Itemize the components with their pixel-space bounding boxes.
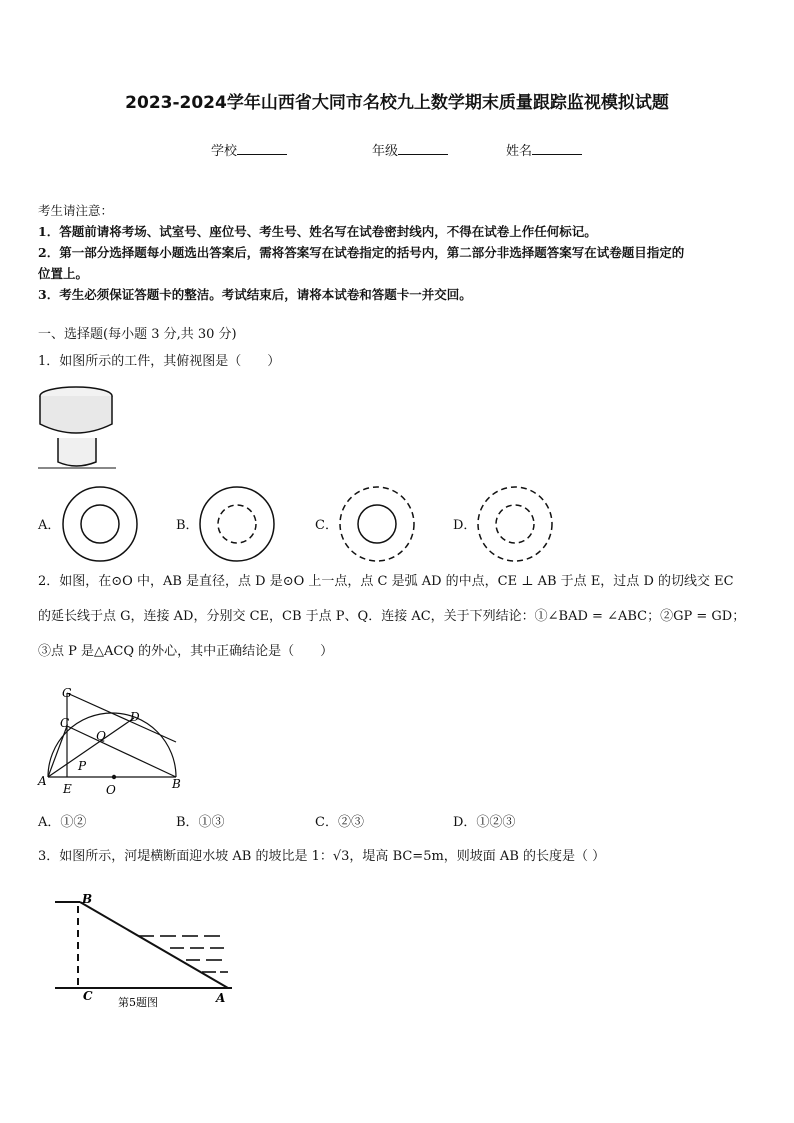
q1-option-a-figure[interactable] [60,484,140,564]
q2-option-b[interactable]: B．①③ [176,815,225,830]
q2-option-c[interactable]: C．②③ [315,815,364,830]
name-label: 姓名 [506,144,533,159]
q2-stem-line-2: 的延长线于点 G，连接 AD，分别交 CE，CB 于点 P、Q．连接 AC，关于下列结论：①∠BAD = ∠ABC；②GP = GD； [38,609,746,624]
notice-block [38,200,762,305]
notice-heading: 考生请注意： [38,203,114,218]
q1-workpiece-figure [38,384,118,474]
q3-stem: 3．如图所示，河堤横断面迎水坡 AB 的坡比是 1：√3，堤高 BC=5m，则坡面 AB 的长度是（ ） [38,849,606,864]
page-title: 2023-2024学年山西省大同市名校九上数学期末质量跟踪监视模拟试题 [125,93,669,113]
q2-label-o: O [106,783,116,797]
q2-label-e: E [63,782,72,796]
q3-label-b: B [82,892,93,906]
q2-option-a[interactable]: A．①② [38,815,87,830]
q1-option-b-figure[interactable] [197,484,277,564]
grade-field [372,140,448,159]
notice-item-2b: 位置上。 [38,266,89,281]
q1-option-d-label: D． [453,518,477,533]
q2-geometry-figure [34,684,184,798]
q2-label-b: B [172,777,181,791]
name-field [506,140,582,159]
q2-stem-line-1: 2．如图，在⊙O 中，AB 是直径，点 D 是⊙O 上一点，点 C 是弧 AD 的中点，CE ⊥ AB 于点 E，过点 D 的切线交 EC [38,574,734,589]
q3-label-a: A [216,991,226,1005]
school-label: 学校 [211,144,238,159]
q2-label-c: C [60,716,70,730]
school-blank [237,142,287,155]
grade-label: 年级 [372,144,399,159]
q1-option-a-label: A． [38,518,61,533]
q2-label-a: A [38,774,47,788]
q1-option-c-figure[interactable] [337,484,417,564]
q2-stem [38,564,762,669]
q1-stem: 1．如图所示的工件，其俯视图是（ ） [38,354,281,369]
q2-stem-line-3: ③点 P 是△ACQ 的外心，其中正确结论是（ ） [38,644,334,659]
q3-embankment-figure [50,888,240,1014]
grade-blank [398,142,448,155]
notice-item-1: 1．答题前请将考场、试室号、座位号、考生号、姓名写在试卷密封线内，不得在试卷上作任何标记。 [38,224,597,239]
name-blank [532,142,582,155]
q1-option-b-label: B． [176,518,199,533]
q3-caption: 第5题图 [118,996,158,1009]
notice-item-2a: 2．第一部分选择题每小题选出答案后，需将答案写在试卷指定的括号内，第二部分非选择题答案写在试卷题目指定的 [38,245,685,260]
notice-item-3: 3．考生必须保证答题卡的整洁。考试结束后，请将本试卷和答题卡一并交回。 [38,287,472,302]
q1-option-d-figure[interactable] [475,484,555,564]
school-field [211,140,287,159]
q2-option-d[interactable]: D．①②③ [453,815,516,830]
q2-label-d: D [130,710,140,724]
section-heading: 一、选择题(每小题 3 分,共 30 分) [38,327,237,342]
q2-label-p: P [78,759,87,773]
q1-option-c-label: C． [315,518,338,533]
q2-label-q: Q [96,729,106,743]
q2-label-g: G [62,686,72,700]
q3-label-c: C [83,989,93,1003]
